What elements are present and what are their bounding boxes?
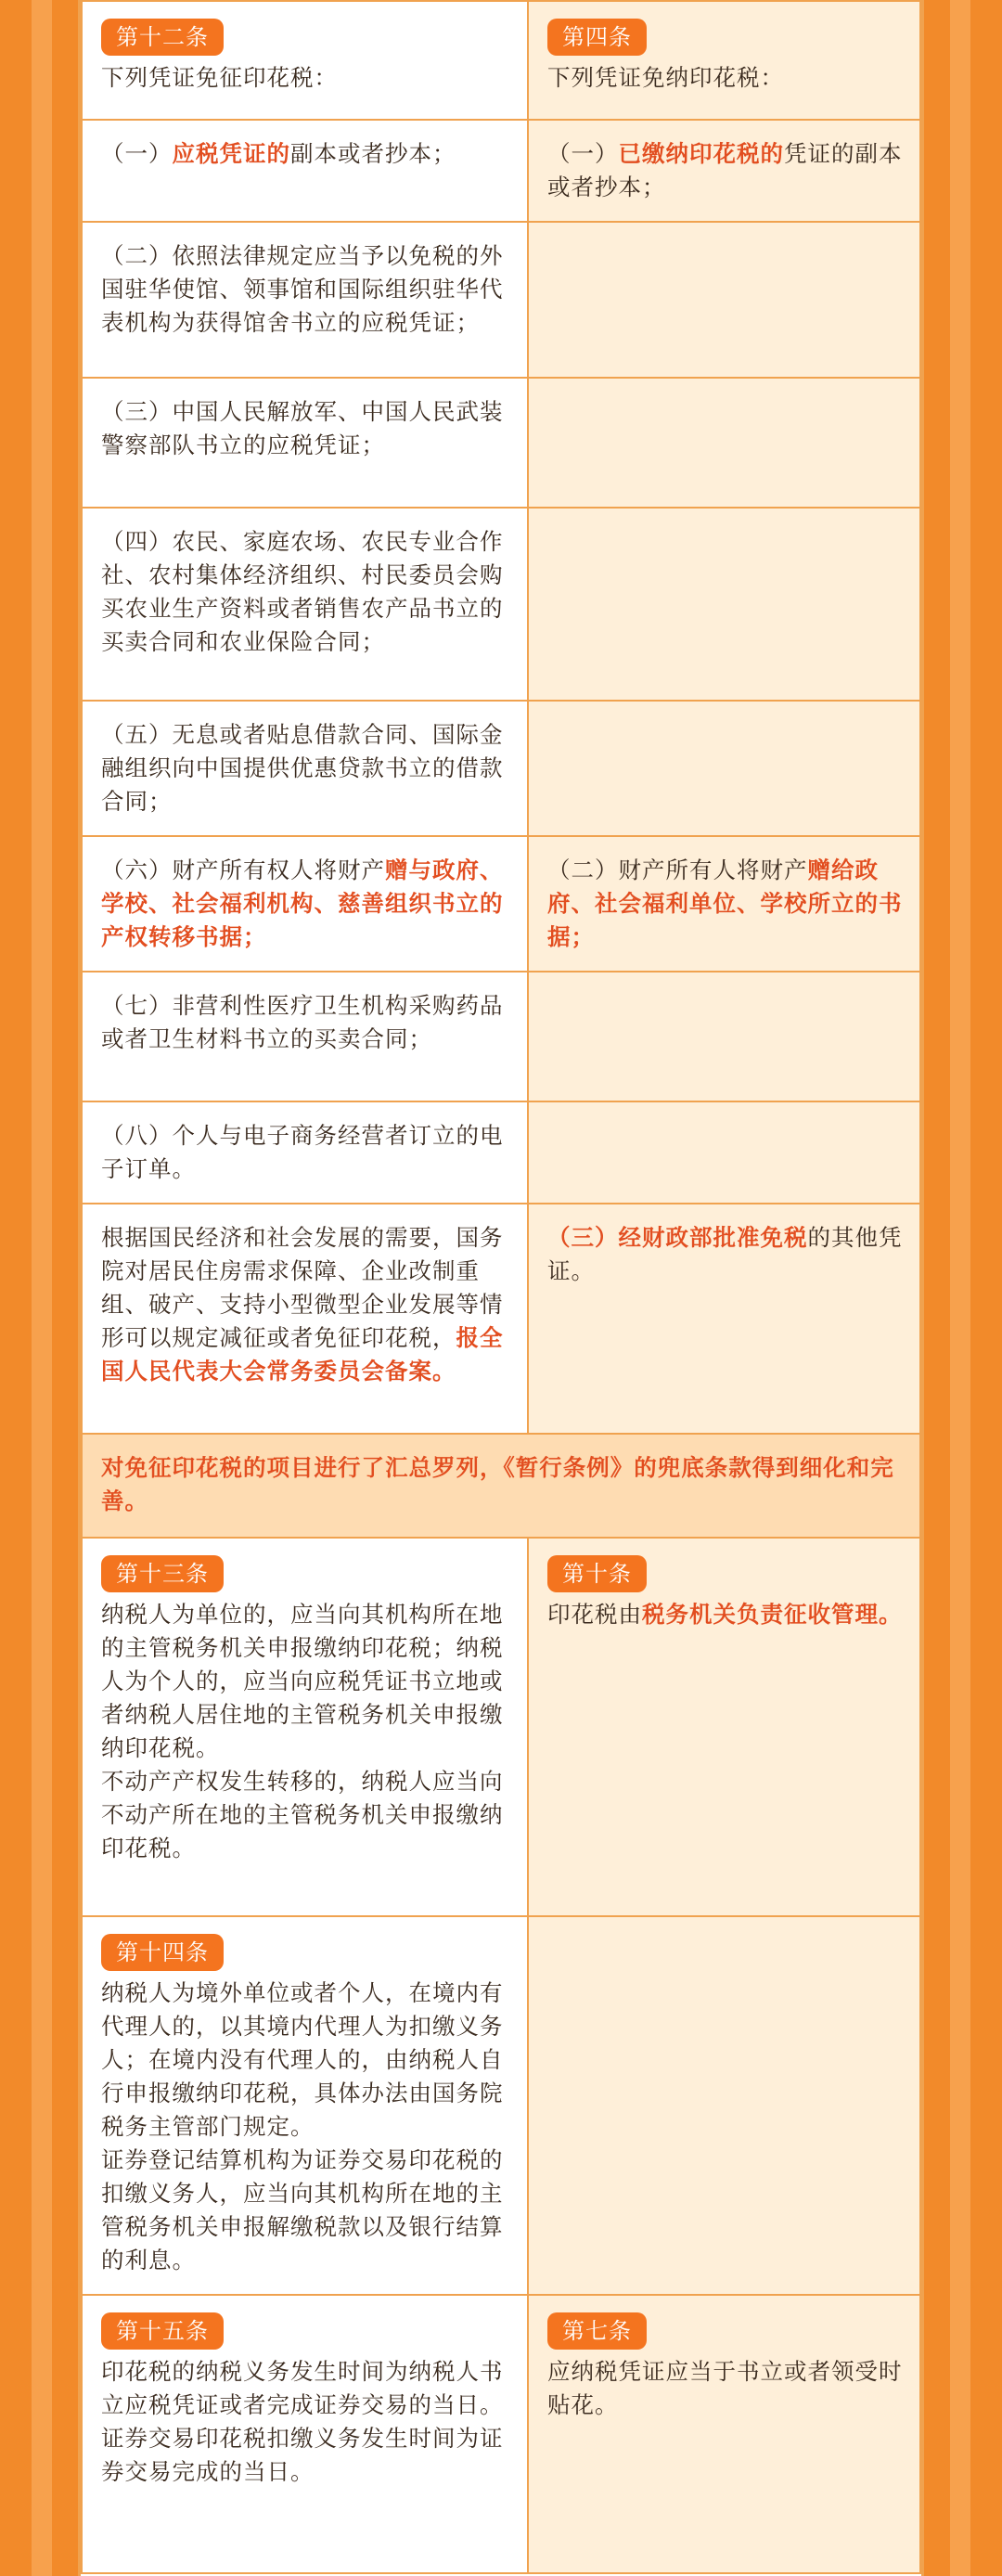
clause-text	[547, 61, 905, 95]
old-regulation-cell	[528, 1101, 920, 1204]
old-regulation-cell	[528, 2295, 920, 2573]
table-row	[82, 701, 920, 836]
old-regulation-cell	[528, 1, 920, 120]
clause-text	[101, 61, 512, 95]
new-law-cell	[82, 1916, 528, 2295]
plain-text: 的其他凭证。	[547, 1224, 903, 1284]
plain-text: （三）中国人民解放军、中国人民武装警察部队书立的应税凭证；	[101, 398, 504, 458]
highlight-text: 已缴纳印花税的	[618, 140, 784, 167]
clause-text	[547, 137, 905, 204]
old-regulation-cell	[528, 120, 920, 222]
table-row	[82, 1916, 920, 2295]
new-law-cell	[82, 222, 528, 378]
plain-text: （一）	[101, 140, 173, 167]
table-row	[82, 1101, 920, 1204]
plain-text: （四）农民、家庭农场、农民专业合作社、农村集体经济组织、村民委员会购买农业生产资料或者销售农产品书立的买卖合同和农业保险合同；	[101, 528, 504, 655]
article-badge: 第七条	[547, 2312, 647, 2350]
table-row	[82, 1204, 920, 1434]
article-badge: 第十二条	[101, 19, 224, 56]
clause-text	[101, 1119, 512, 1186]
highlight-text: 税务机关负责征收管理。	[642, 1601, 903, 1628]
plain-text: 副本或者抄本；	[290, 140, 456, 167]
table-row	[82, 120, 920, 222]
highlight-text: 赠给政府、社会福利单位、学校所立的书据；	[547, 857, 903, 950]
right-decor-stripe	[950, 0, 970, 2576]
clause-paragraph: 纳税人为单位的，应当向其机构所在地的主管税务机关申报缴纳印花税；纳税人为个人的，应当向应税凭证书立地或者纳税人居住地的主管税务机关申报缴纳印花税。	[101, 1601, 504, 1761]
highlight-text: 应税凭证的	[172, 140, 290, 167]
plain-text: （二）财产所有人将财产	[547, 857, 808, 883]
table-row	[82, 836, 920, 972]
old-regulation-cell	[528, 1916, 920, 2295]
clause-text	[101, 525, 512, 659]
plain-text: 凭证的副本或者抄本；	[547, 140, 903, 200]
plain-text: （五）无息或者贴息借款合同、国际金融组织向中国提供优惠贷款书立的借款合同；	[101, 721, 504, 815]
clause-text	[101, 854, 512, 954]
clause-text	[101, 239, 512, 340]
old-regulation-cell	[528, 508, 920, 701]
table-row	[82, 378, 920, 508]
article-badge: 第十四条	[101, 1934, 224, 1971]
clause-text	[547, 854, 905, 954]
clause-paragraph: 证券交易印花税扣缴义务发生时间为证券交易完成的当日。	[101, 2425, 504, 2485]
plain-text: 应纳税凭证应当于书立或者领受时贴花。	[547, 2358, 903, 2418]
left-decor-stripe	[32, 0, 52, 2576]
clause-paragraph: 印花税的纳税义务发生时间为纳税人书立应税凭证或者完成证券交易的当日。	[101, 2358, 504, 2418]
plain-text: （七）非营利性医疗卫生机构采购药品或者卫生材料书立的买卖合同；	[101, 992, 504, 1052]
comparison-table	[81, 0, 921, 2574]
clause-text	[101, 989, 512, 1056]
table-row	[82, 508, 920, 701]
article-badge: 第十条	[547, 1555, 647, 1592]
clause-text	[101, 1221, 512, 1388]
new-law-cell	[82, 2295, 528, 2573]
table-row	[82, 222, 920, 378]
highlight-text: 报全国人民代表大会常务委员会备案。	[101, 1324, 504, 1385]
clause-text	[101, 395, 512, 462]
old-regulation-cell	[528, 836, 920, 972]
old-regulation-cell	[528, 222, 920, 378]
new-law-cell	[82, 1538, 528, 1916]
article-badge: 第十三条	[101, 1555, 224, 1592]
table-row	[82, 1, 920, 120]
old-regulation-cell	[528, 701, 920, 836]
summary-note-row	[82, 1434, 920, 1538]
new-law-cell	[82, 1101, 528, 1204]
clause-text	[547, 1221, 905, 1288]
clause-text	[547, 2355, 905, 2422]
clause-text	[101, 137, 512, 171]
table-row	[82, 972, 920, 1101]
table-row	[82, 2295, 920, 2573]
new-law-cell	[82, 701, 528, 836]
highlight-text: （三）经财政部批准免税	[547, 1224, 808, 1251]
article-badge: 第四条	[547, 19, 647, 56]
comparison-panel	[78, 0, 924, 2576]
old-regulation-cell	[528, 1204, 920, 1434]
old-regulation-cell	[528, 1538, 920, 1916]
plain-text: （二）依照法律规定应当予以免税的外国驻华使馆、领事馆和国际组织驻华代表机构为获得馆舍书立的应税凭证；	[101, 242, 504, 336]
clause-paragraph: 纳税人为境外单位或者个人，在境内有代理人的，以其境内代理人为扣缴义务人；在境内没有代理人的，由纳税人自行申报缴纳印花税，具体办法由国务院税务主管部门规定。	[101, 1979, 504, 2140]
old-regulation-cell	[528, 972, 920, 1101]
table-row	[82, 1538, 920, 1916]
old-regulation-cell	[528, 378, 920, 508]
new-law-cell	[82, 1, 528, 120]
new-law-cell	[82, 508, 528, 701]
plain-text: （六）财产所有权人将财产	[101, 857, 385, 883]
plain-text: 下列凭证免征印花税：	[101, 64, 338, 91]
clause-text	[101, 718, 512, 818]
clause-paragraph: 证券登记结算机构为证券交易印花税的扣缴义务人，应当向其机构所在地的主管税务机关申报解缴税款以及银行结算的利息。	[101, 2146, 504, 2273]
clause-paragraph: 不动产产权发生转移的，纳税人应当向不动产所在地的主管税务机关申报缴纳印花税。	[101, 1768, 504, 1861]
new-law-cell	[82, 836, 528, 972]
plain-text: （一）	[547, 140, 619, 167]
new-law-cell	[82, 972, 528, 1101]
article-badge: 第十五条	[101, 2312, 224, 2350]
plain-text: 印花税由	[547, 1601, 642, 1628]
clause-text	[547, 1598, 905, 1631]
highlight-text: 赠与政府、学校、社会福利机构、慈善组织书立的产权转移书据；	[101, 857, 504, 950]
new-law-cell	[82, 378, 528, 508]
summary-note: 对免征印花税的项目进行了汇总罗列，《暂行条例》的兜底条款得到细化和完善。	[82, 1434, 920, 1538]
new-law-cell	[82, 1204, 528, 1434]
new-law-cell	[82, 120, 528, 222]
plain-text: 下列凭证免纳印花税：	[547, 64, 784, 91]
plain-text: （八）个人与电子商务经营者订立的电子订单。	[101, 1122, 504, 1182]
plain-text: 根据国民经济和社会发展的需要，国务院对居民住房需求保障、企业改制重组、破产、支持小型微型企业发展等情形可以规定减征或者免征印花税，	[101, 1224, 504, 1351]
